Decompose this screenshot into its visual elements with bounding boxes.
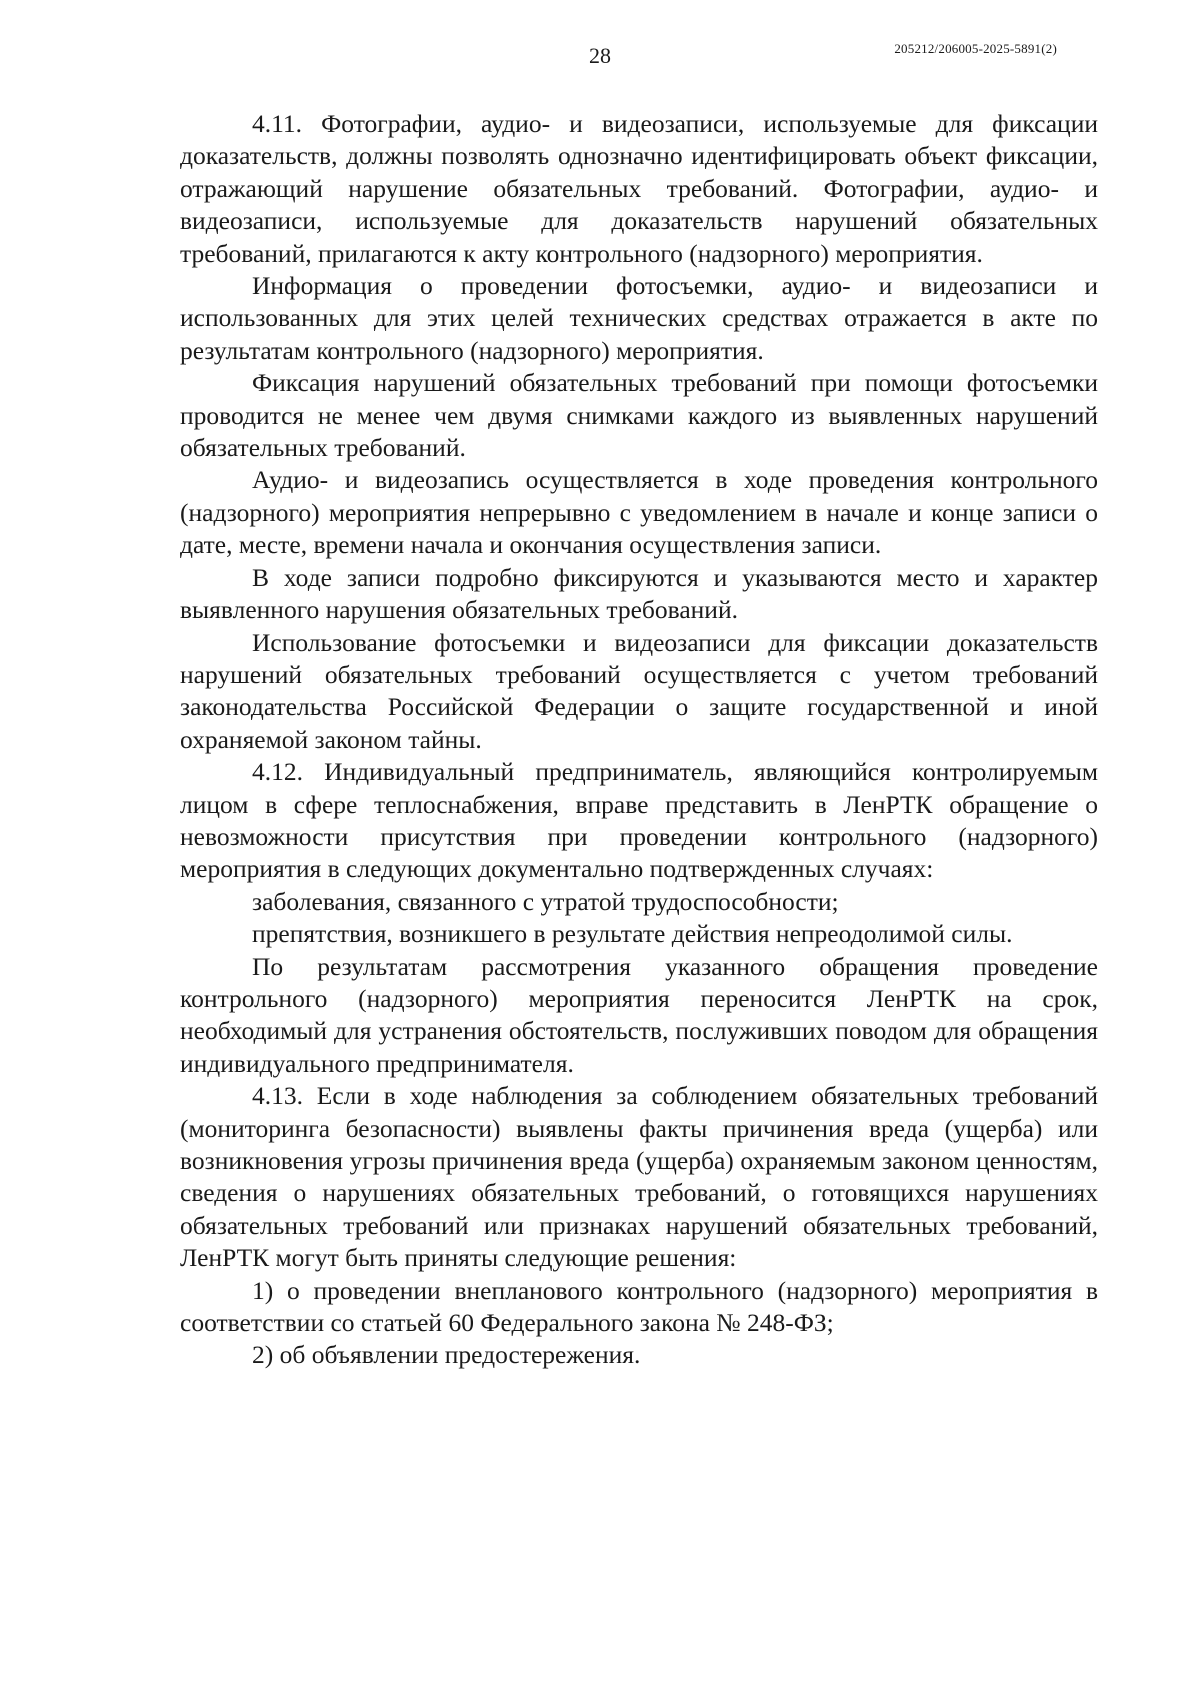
document-id: 205212/206005-2025-5891(2) xyxy=(894,41,1057,56)
paragraph-photo-fixation: Фиксация нарушений обязательных требований при помощи фотосъемки проводится не менее чем двумя снимками каждого из выявленных нарушений обязательных требований. xyxy=(180,368,1098,463)
paragraph-4-13: 4.13. Если в ходе наблюдения за соблюдением обязательных требований (мониторинга безопасности) выявлены факты причинения вреда (ущерба) или возникновения угрозы причинения вреда (ущерба) охраняемым законом ценностям, сведения о нарушениях обязательных требований, о готовящихся нарушениях обязательных требований или признаках нарушений обязательных требований, ЛенРТК могут быть приняты следующие решения: xyxy=(180,1081,1098,1273)
list-item-unscheduled-inspection: 1) о проведении внепланового контрольного (надзорного) мероприятия в соответствии со статьей 60 Федерального закона № 248-ФЗ; xyxy=(180,1275,1098,1338)
paragraph-recording-details: В ходе записи подробно фиксируются и указываются место и характер выявленного нарушения обязательных требований. xyxy=(180,562,1098,625)
paragraph-recording-info: Информация о проведении фотосъемки, аудио- и видеозаписи и использованных для этих целей технических средствах отражается в акте по результатам контрольного (надзорного) мероприятия. xyxy=(180,271,1098,365)
page-number: 28 xyxy=(589,43,611,68)
paragraph-secrecy: Использование фотосъемки и видеозаписи для фиксации доказательств нарушений обязательных требований осуществляется с учетом требований законодательства Российской Федерации о защите государственной и иной охраняемой законом тайны. xyxy=(180,627,1098,754)
list-item-illness: заболевания, связанного с утратой трудоспособности; xyxy=(252,886,839,916)
paragraph-postponement: По результатам рассмотрения указанного обращения проведение контрольного (надзорного) мероприятия переносится ЛенРТК на срок, необходимый для устранения обстоятельств, послуживших поводом для обращения индивидуального предпринимателя. xyxy=(180,951,1098,1078)
list-item-warning: 2) об объявлении предостережения. xyxy=(252,1340,641,1370)
paragraph-4-11: 4.11. Фотографии, аудио- и видеозаписи, используемые для фиксации доказательств, должны позволять однозначно идентифицировать объект фиксации, отражающий нарушение обязательных требований. Фотографии, аудио- и видеозаписи, используемые для доказательств нарушений обязательных требований, прилагаются к акту контрольного (надзорного) мероприятия. xyxy=(180,109,1098,268)
list-item-force-majeure: препятствия, возникшего в результате действия непреодолимой силы. xyxy=(252,919,1013,949)
document-body xyxy=(180,108,1098,1372)
paragraph-4-12: 4.12. Индивидуальный предприниматель, являющийся контролируемым лицом в сфере теплоснабжения, вправе представить в ЛенРТК обращение о невозможности присутствия при проведении контрольного (надзорного) мероприятия в следующих документально подтвержденных случаях: xyxy=(180,757,1098,884)
paragraph-audio-video: Аудио- и видеозапись осуществляется в ходе проведения контрольного (надзорного) мероприятия непрерывно с уведомлением в начале и конце записи о дате, месте, времени начала и окончания осуществления записи. xyxy=(180,465,1098,560)
